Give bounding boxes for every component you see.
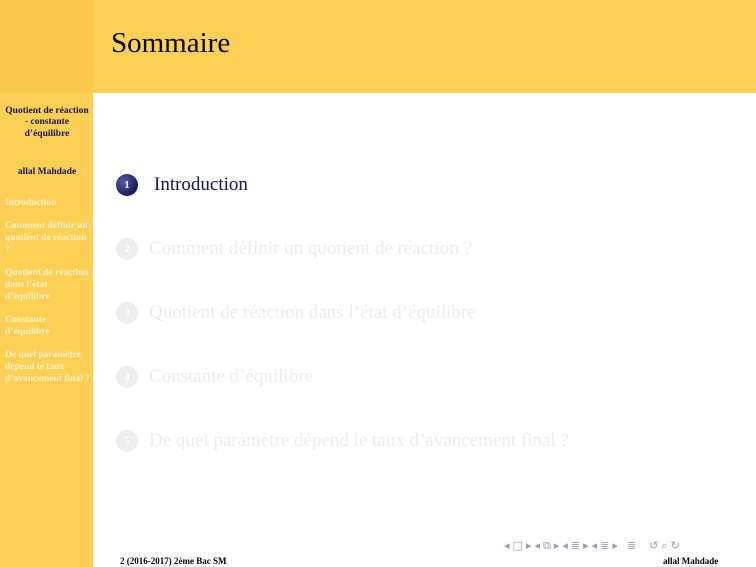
footer-author: allal Mahdade — [663, 556, 719, 566]
frame-title: Sommaire — [111, 27, 231, 59]
toc-label[interactable]: Introduction — [154, 174, 248, 195]
toc-label[interactable]: De quel paramètre dépend le taux d’avancement final ? — [149, 430, 569, 451]
toc-number-badge: 4 — [116, 366, 138, 388]
sidebar-author[interactable]: allal Mahdade — [17, 167, 77, 177]
nav-prev-frame-icon[interactable]: ◂ — [534, 539, 540, 552]
nav-document-icon[interactable]: ≣ — [626, 539, 637, 552]
nav-slide-icon[interactable]: □ — [512, 539, 523, 552]
header-corner — [0, 0, 93, 93]
sidebar-item-definir-quotient[interactable]: Comment définir un quotient de réaction ? — [5, 221, 88, 256]
nav-prev-subsection-icon[interactable]: ◂ — [562, 539, 568, 552]
footer-course-info: 2 (2016-2017) 2ème Bac SM — [120, 556, 227, 566]
sidebar-item-introduction[interactable]: Introduction — [5, 198, 57, 208]
nav-subsection-icon[interactable]: ≣ — [570, 539, 581, 552]
nav-next-slide-icon[interactable]: ▸ — [525, 539, 532, 552]
nav-forward-icon[interactable]: ↻ — [670, 539, 680, 552]
nav-back-icon[interactable]: ↺ — [649, 539, 659, 552]
nav-section-icon[interactable]: ≣ — [600, 539, 610, 552]
toc-number-badge: 2 — [116, 238, 138, 260]
toc-label[interactable]: Quotient de réaction dans l’état d’équilibre — [149, 302, 476, 323]
toc-label[interactable]: Constante d’équilibre — [149, 366, 314, 387]
nav-search-icon[interactable]: ⌕ — [661, 539, 668, 552]
nav-next-frame-icon[interactable]: ▸ — [553, 539, 560, 552]
sidebar-presentation-title[interactable]: Quotient de réaction - constante d’équilibre — [5, 106, 89, 139]
nav-prev-section-icon[interactable]: ◂ — [591, 539, 598, 552]
toc-number-badge: 1 — [116, 174, 138, 196]
nav-next-subsection-icon[interactable]: ▸ — [583, 539, 589, 552]
nav-frame-icon[interactable]: ⧉ — [543, 539, 551, 552]
nav-next-section-icon[interactable]: ▸ — [612, 539, 618, 552]
sidebar-item-quotient-equilibre[interactable]: Quotient de réaction dans l’état d’équilibre — [5, 268, 89, 303]
sidebar-item-constante-equilibre[interactable]: Constante d’équilibre — [5, 315, 50, 338]
toc-label[interactable]: Comment définir un quotient de réaction ? — [149, 238, 472, 259]
nav-prev-slide-icon[interactable]: ◂ — [504, 539, 510, 552]
toc-number-badge: 3 — [116, 302, 138, 324]
toc-number-badge: 5 — [116, 430, 138, 452]
beamer-navigation-bar — [504, 539, 683, 553]
sidebar-item-taux-avancement[interactable]: De quel paramètre dépend le taux d’avancement final ? — [5, 350, 90, 385]
